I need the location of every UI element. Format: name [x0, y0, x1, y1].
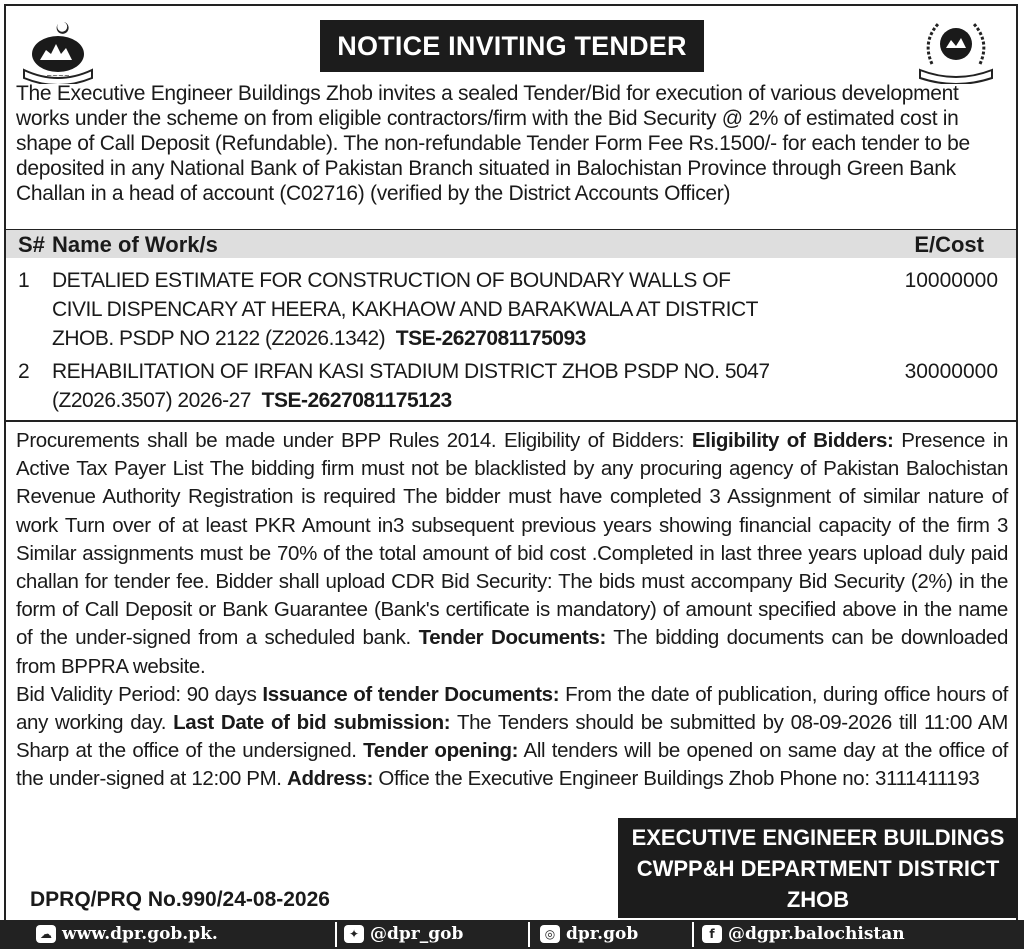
intro-paragraph: The Executive Engineer Buildings Zhob invites a sealed Tender/Bid for execution of various development works under the scheme on from eligible contractors/firm with the Bid Security @ 2% of estimated cost in shape of Call Deposit (Refundable). The non-refundable Tender Form Fee Rs.1500/- for each tender to be deposited in any National Bank of Pakistan Branch situated in Balochistan Province through Green Bank Challan in a head of account (C02716) (verified by the District Accounts Officer) — [16, 82, 970, 205]
page-title: NOTICE INVITING TENDER — [320, 20, 704, 72]
table-header — [6, 230, 1016, 258]
row-cost: 10000000 — [904, 269, 998, 292]
footer-divider — [692, 922, 694, 947]
header-sn: S# — [18, 232, 45, 257]
conditions-paragraph-1: Procurements shall be made under BPP Rules 2014. Eligibility of Bidders: Eligibility of Bidders: Presence in Active Tax Payer List The bidding firm must not be blacklisted by any procuring agency of Pakistan Balochistan Revenue Authority Registration is required The bidder must have completed 3 Assignment of similar nature of work Turn over of at least PKR Amount in3 subsequent previous years showing financial capacity of the firm 3 Similar assignments must be 70% of the total amount of bid cost .Completed in last three years upload duly paid challan for tender fee. Bidder shall upload CDR Bid Security: The bids must accompany Bid Security (2%) in the form of Call Deposit or Bank Guarantee (Bank's certificate is mandatory) of amount specified above in the name of the under-signed from a scheduled bank. Tender Documents: The bidding documents can be downloaded from BPPRA website. — [16, 429, 1009, 678]
footer-instagram[interactable]: ◎ dpr.gob — [540, 924, 638, 944]
work-line: REHABILITATION OF IRFAN KASI STADIUM DISTRICT ZHOB PSDP NO. 5047 — [52, 360, 770, 383]
signature-line: EXECUTIVE ENGINEER BUILDINGS — [631, 825, 1005, 850]
svg-text:~~~~: ~~~~ — [46, 72, 70, 80]
signature-block — [618, 818, 1018, 918]
table-bottom-rule — [6, 420, 1016, 422]
balochistan-emblem-logo — [18, 14, 98, 84]
row-sn: 2 — [18, 360, 30, 383]
header-estimated-cost: E/Cost — [914, 232, 984, 257]
work-line: (Z2026.3507) 2026-27 TSE-2627081175123 — [52, 389, 452, 412]
signature-line: ZHOB — [786, 887, 850, 912]
footer-divider — [528, 922, 530, 947]
reference-number: DPRQ/PRQ No.990/24-08-2026 — [30, 888, 330, 911]
footer-divider — [335, 922, 337, 947]
tse-number: TSE-2627081175093 — [395, 327, 586, 350]
twitter-icon: ✦ — [344, 925, 364, 943]
footer-twitter[interactable]: ✦ @dpr_gob — [344, 924, 463, 944]
row-work-description — [52, 357, 872, 415]
tse-number: TSE-2627081175123 — [261, 389, 452, 412]
instagram-icon: ◎ — [540, 925, 560, 943]
row-work-description — [52, 266, 872, 353]
dgpr-emblem-logo — [916, 14, 996, 84]
row-sn: 1 — [18, 269, 30, 292]
conditions-paragraph-2: Bid Validity Period: 90 days Issuance of tender Documents: From the date of publication, during office hours of any working day. Last Date of bid submission: The Tenders should be submitted by 08-09-2026 till 11:00 AM Sharp at the office of the undersigned. Tender opening: All tenders will be opened on same day at the office of the under-signed at 12:00 PM. Address: Office the Executive Engineer Buildings Zhob Phone no: 3111411193 — [16, 682, 1009, 791]
footer-bar — [0, 920, 1024, 949]
facebook-icon: f — [702, 925, 722, 943]
footer-facebook[interactable]: f @dgpr.balochistan — [702, 924, 905, 944]
web-icon: ☁ — [36, 925, 56, 943]
work-line: CIVIL DISPENCARY AT HEERA, KAKHAOW AND BARAKWALA AT DISTRICT — [52, 298, 758, 321]
signature-line: CWPP&H DEPARTMENT DISTRICT — [636, 856, 1000, 881]
row-cost: 30000000 — [904, 360, 998, 383]
work-line: ZHOB. PSDP NO 2122 (Z2026.1342) TSE-2627081175093 — [52, 327, 586, 350]
tender-conditions — [16, 427, 1008, 794]
header-name-of-work: Name of Work/s — [52, 232, 218, 257]
work-line: DETALIED ESTIMATE FOR CONSTRUCTION OF BOUNDARY WALLS OF — [52, 269, 731, 292]
footer-website[interactable]: ☁ www.dpr.gob.pk. — [36, 924, 218, 944]
